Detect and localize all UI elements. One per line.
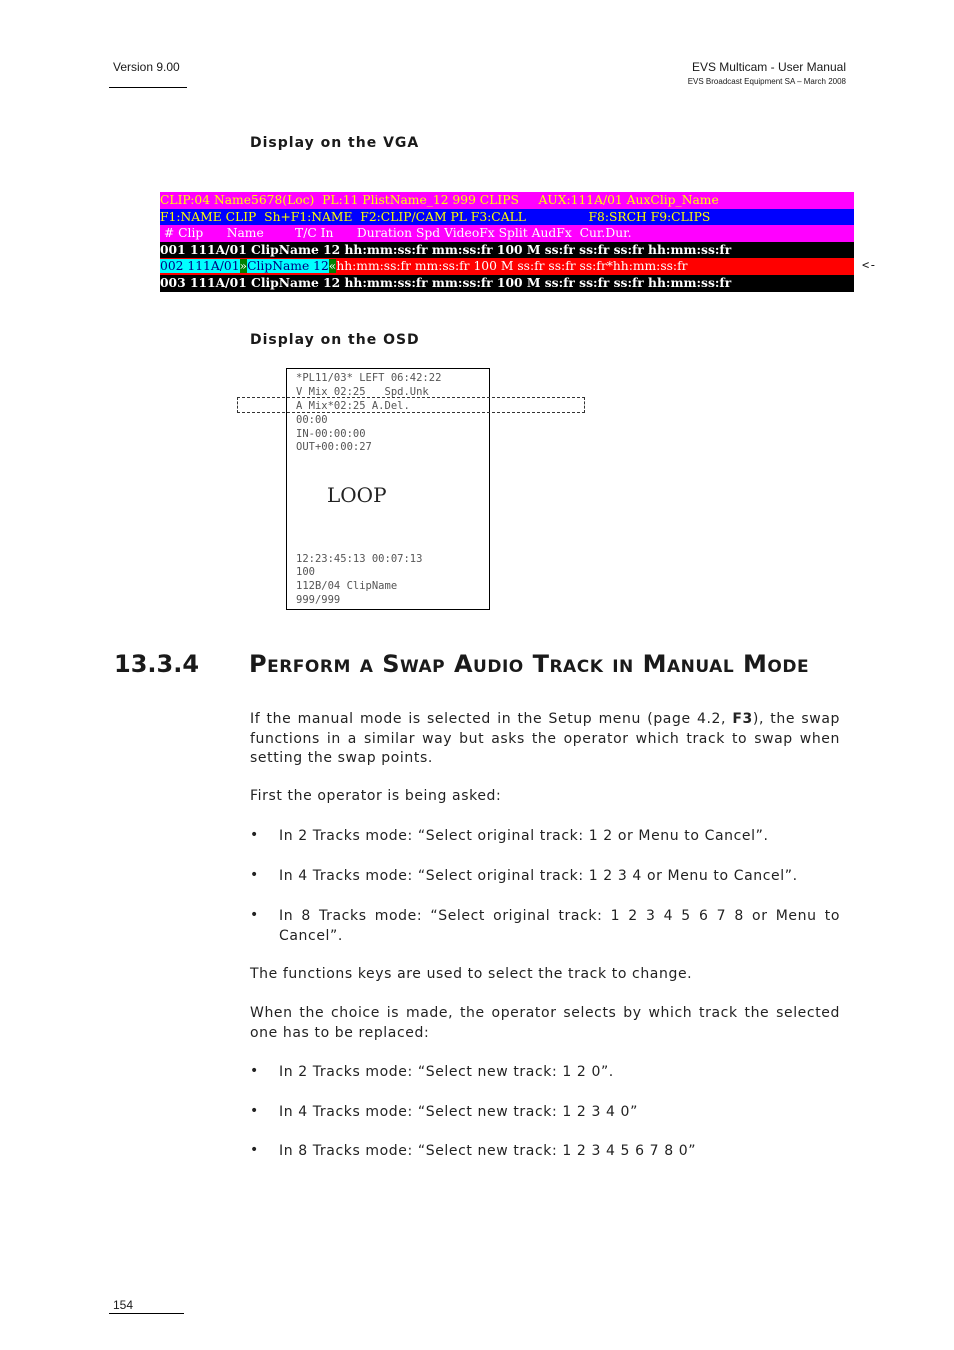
bullet-dot: •	[250, 1063, 259, 1079]
osd-highlight-box	[237, 397, 585, 413]
footer-rule	[109, 1313, 184, 1314]
first-asked-paragraph: First the operator is being asked:	[250, 788, 502, 804]
section-title: Perform a Swap Audio Track in Manual Mode	[249, 650, 810, 678]
osd-line-playlist: *PL11/03* LEFT 06:42:22	[296, 372, 442, 384]
osd-line-vmix: V Mix 02:25 Spd.Unk	[296, 386, 429, 398]
osd-loop-label: LOOP	[327, 483, 387, 507]
bullet-dot: •	[250, 1142, 259, 1158]
vga-row-clip-003: 003 111A/01 ClipName 12 hh:mm:ss:fr mm:ss:fr 100 M ss:fr ss:fr ss:fr hh:mm:ss:fr	[160, 275, 854, 292]
key-f3: F3	[732, 711, 753, 727]
intro-paragraph: If the manual mode is selected in the Setup menu (page 4.2, F3), the swap functions in a similar way but asks the operator which track to swap when setting the swap points.	[250, 711, 840, 766]
bullet-new-2-tracks: In 2 Tracks mode: “Select new track: 1 2 0”.	[279, 1064, 614, 1080]
vga-row-column-headers: # Clip Name T/C In Duration Spd VideoFx Split AudFx Cur.Dur.	[160, 225, 854, 242]
selected-row-name: ClipName 12	[247, 259, 329, 274]
company-label: EVS Broadcast Equipment SA – March 2008	[687, 77, 846, 86]
bullet-dot: •	[250, 1103, 259, 1119]
selected-marker-left: »	[239, 259, 248, 274]
osd-line-out: OUT+00:00:27	[296, 441, 372, 453]
osd-line-clipname: 112B/04 ClipName	[296, 580, 398, 592]
osd-line-duration: 00:00	[296, 414, 328, 426]
vga-heading: Display on the VGA	[250, 135, 420, 151]
choice-made-paragraph: When the choice is made, the operator selects by which track the selected one has to be replaced:	[250, 1005, 840, 1041]
osd-line-amix: A Mix*02:25 A.Del.	[296, 400, 410, 412]
bullet-original-8-tracks: In 8 Tracks mode: “Select original track: 1 2 3 4 5 6 7 8 or Menu to Cancel”.	[279, 908, 840, 944]
selection-pointer: <-	[862, 258, 877, 272]
page-number: 154	[113, 1298, 134, 1312]
osd-line-timecode: 12:23:45:13 00:07:13	[296, 553, 423, 565]
header-rule	[109, 87, 187, 88]
bullet-dot: •	[250, 827, 259, 843]
selected-row-rest: hh:mm:ss:fr mm:ss:fr 100 M ss:fr ss:fr ss:fr*hh:mm:ss:fr	[336, 259, 688, 274]
function-keys-paragraph: The functions keys are used to select the track to change.	[250, 966, 693, 982]
bullet-new-4-tracks: In 4 Tracks mode: “Select new track: 1 2 3 4 0”	[279, 1104, 638, 1120]
vga-row-function-keys: F1:NAME CLIP Sh+F1:NAME F2:CLIP/CAM PL F3:CALL F8:SRCH F9:CLIPS	[160, 209, 854, 226]
selected-marker-right: «	[328, 259, 337, 274]
manual-title: EVS Multicam - User Manual	[691, 60, 846, 74]
bullet-dot: •	[250, 867, 259, 883]
bullet-new-8-tracks: In 8 Tracks mode: “Select new track: 1 2 3 4 5 6 7 8 0”	[279, 1143, 697, 1159]
vga-row-clip-002-selected	[160, 258, 854, 275]
bullet-original-2-tracks: In 2 Tracks mode: “Select original track: 1 2 or Menu to Cancel”.	[279, 828, 769, 844]
version-label: Version 9.00	[113, 60, 180, 74]
bullet-original-4-tracks: In 4 Tracks mode: “Select original track: 1 2 3 4 or Menu to Cancel”.	[279, 868, 798, 884]
osd-line-in: IN-00:00:00	[296, 428, 366, 440]
section-number: 13.3.4	[114, 650, 200, 678]
vga-row-clip-info: CLIP:04 Name5678(Loc) PL:11 PlistName_12 999 CLIPS AUX:111A/01 AuxClip_Name	[160, 192, 854, 209]
bullet-dot: •	[250, 907, 259, 923]
selected-row-prefix: 002 111A/01	[160, 259, 240, 274]
osd-heading: Display on the OSD	[250, 332, 420, 348]
vga-display	[160, 192, 854, 292]
osd-line-count: 999/999	[296, 594, 341, 606]
osd-line-speed: 100	[296, 566, 315, 578]
vga-row-clip-001: 001 111A/01 ClipName 12 hh:mm:ss:fr mm:ss:fr 100 M ss:fr ss:fr ss:fr hh:mm:ss:fr	[160, 242, 854, 259]
